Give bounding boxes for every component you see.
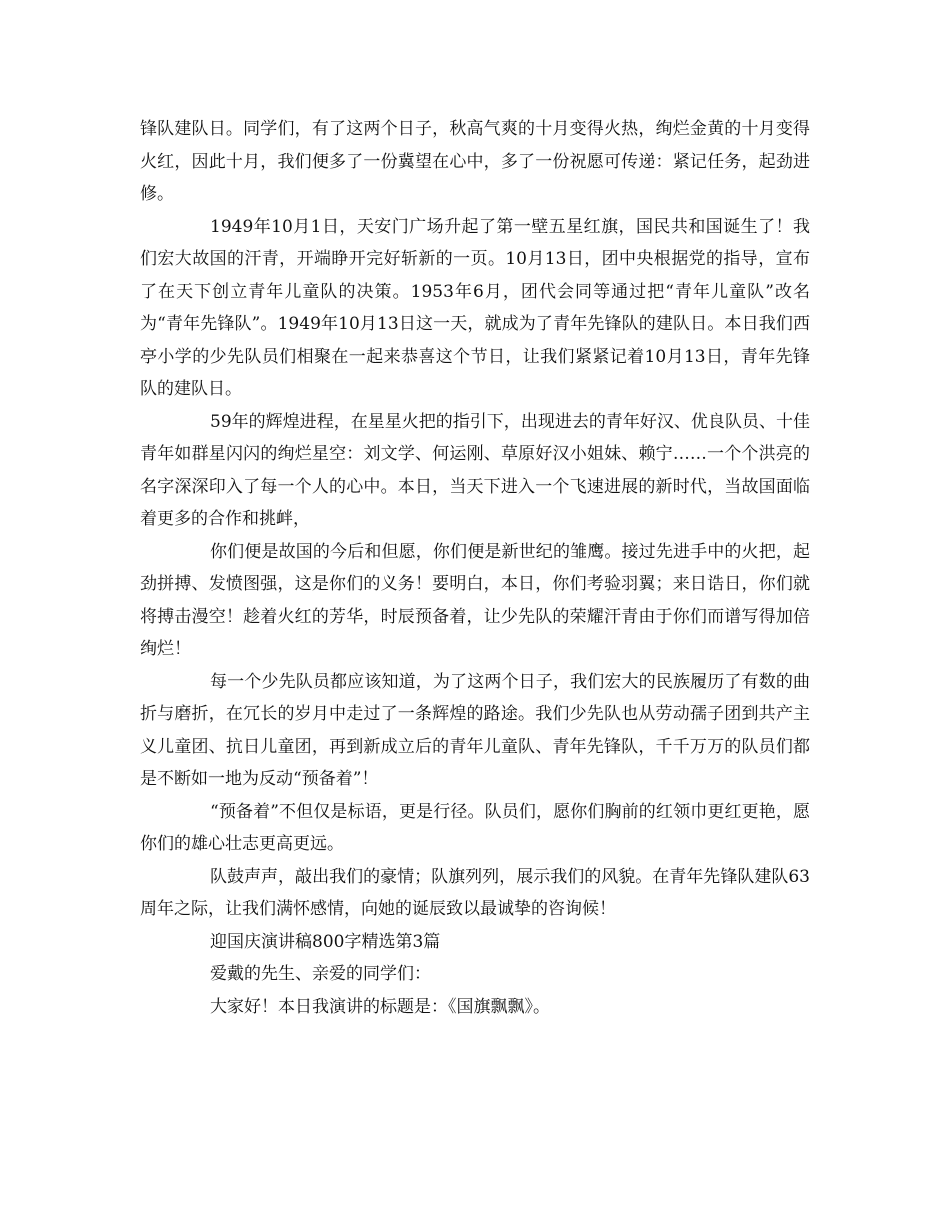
paragraph: 每一个少先队员都应该知道，为了这两个日子，我们宏大的民族履历了有数的曲折与磨折，在冗长的岁月中走过了一条辉煌的路途。我们少先队也从劳动孺子团到共产主义儿童团、抗日儿童团，再到新成立后的青年儿童队、青年先锋队，千千万万的队员们都是不断如一地为反动“预备着”！ [140, 671, 810, 789]
document-body [140, 113, 810, 1023]
paragraph: 你们便是故国的今后和但愿，你们便是新世纪的雏鹰。接过先进手中的火把，起劲拼搏、发愤图强，这是你们的义务！要明白，本日，你们考验羽翼；来日诰日，你们就将搏击漫空！趁着火红的芳华，时辰预备着，让少先队的荣耀汗青由于你们而谱写得加倍绚烂！ [140, 541, 810, 659]
paragraph: 1949年10月1日，天安门广场升起了第一壁五星红旗，国民共和国诞生了！我们宏大故国的汗青，开端睁开完好斩新的一页。10月13日，团中央根据党的指导，宣布了在天下创立青年儿童队的决策。1953年6月，团代会同等通过把“青年儿童队”改名为“青年先锋队”。1949年10月13日这一天，就成为了青年先锋队的建队日。本日我们西亭小学的少先队员们相聚在一起来恭喜这个节日，让我们紧紧记着10月13日，青年先锋队的建队日。 [140, 216, 810, 399]
paragraph: 队鼓声声，敲出我们的豪情；队旗列列，展示我们的风貌。在青年先锋队建队63周年之际，让我们满怀感情，向她的诞辰致以最诚挚的咨询候！ [140, 866, 810, 919]
section-heading: 迎国庆演讲稿800字精选第3篇 [210, 931, 441, 952]
paragraph: 锋队建队日。同学们，有了这两个日子，秋高气爽的十月变得火热，绚烂金黄的十月变得火红，因此十月，我们便多了一份冀望在心中，多了一份祝愿可传递：紧记任务，起劲进修。 [140, 119, 810, 204]
paragraph: 59年的辉煌进程，在星星火把的指引下，出现进去的青年好汉、优良队员、十佳青年如群星闪闪的绚烂星空：刘文学、何运刚、草原好汉小姐妹、赖宁……一个个洪亮的名字深深印入了每一个人的心中。本日，当天下进入一个飞速进展的新时代，当故国面临着更多的合作和挑衅， [140, 411, 810, 529]
salutation: 爱戴的先生、亲爱的同学们： [210, 964, 431, 984]
paragraph: “预备着”不但仅是标语，更是行径。队员们，愿你们胸前的红领巾更红更艳，愿你们的雄心壮志更高更远。 [140, 801, 810, 854]
paragraph: 大家好！本日我演讲的标题是：《国旗飘飘》。 [210, 996, 550, 1017]
